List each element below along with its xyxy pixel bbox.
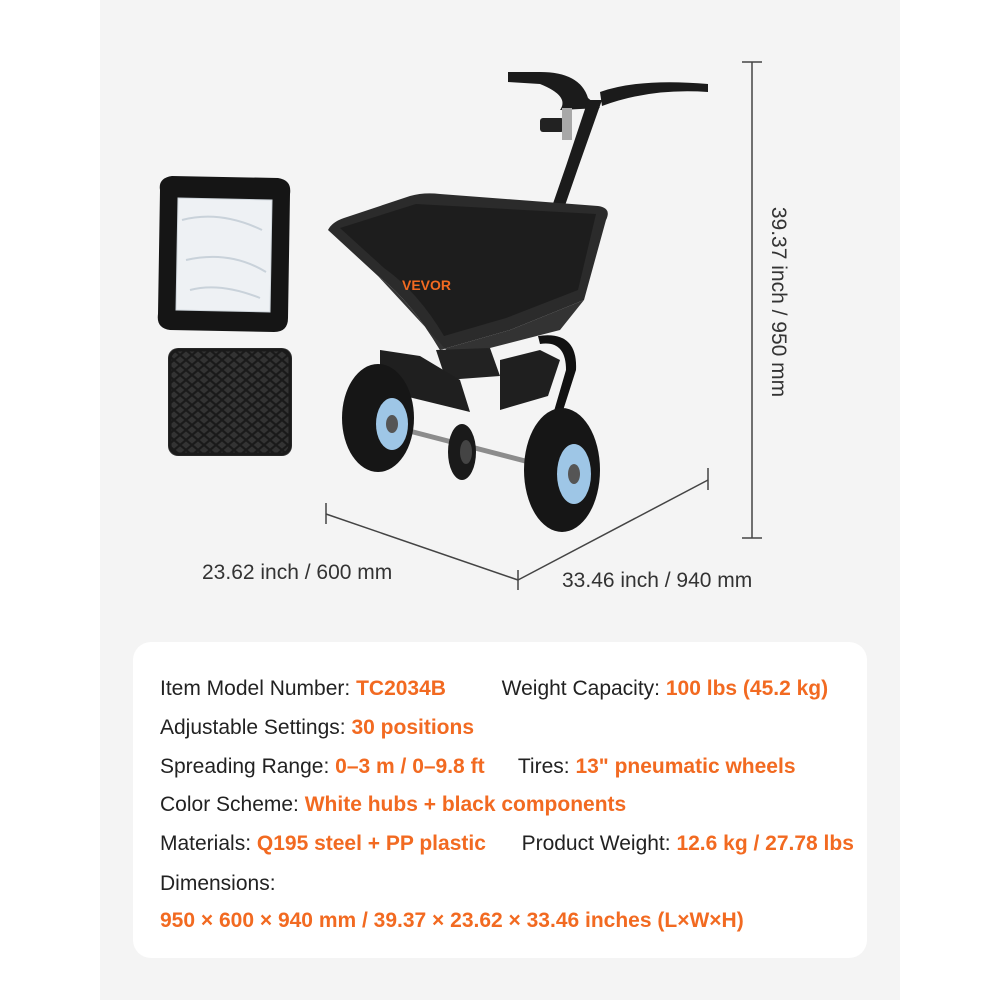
rain-cover-image [158, 176, 291, 332]
spec-row-dimensions-value [160, 908, 744, 934]
capacity-value: 100 lbs (45.2 kg) [665, 677, 829, 700]
weight-label: Product Weight: [521, 832, 671, 855]
spec-row-settings [160, 715, 474, 741]
materials-label: Materials: [160, 832, 252, 855]
model-value: TC2034B [356, 677, 446, 700]
dimensions-value: 950 × 600 × 940 mm / 39.37 × 23.62 × 33.46 inches (L×W×H) [160, 909, 744, 932]
capacity-label: Weight Capacity: [501, 677, 661, 700]
tires-label: Tires: [517, 755, 570, 778]
spec-card [133, 642, 867, 958]
spec-row-materials [160, 831, 854, 857]
materials-value: Q195 steel + PP plastic [256, 832, 486, 855]
brand-logo: VEVOR [402, 277, 452, 293]
spec-row-color [160, 792, 626, 818]
mesh-screen-image [168, 348, 292, 456]
spec-row-model [160, 676, 828, 702]
depth-dimension-label: 33.46 inch / 940 mm [562, 569, 753, 592]
spreader-image [328, 72, 708, 532]
height-dimension-label: 39.37 inch / 950 mm [767, 206, 790, 398]
settings-value: 30 positions [351, 716, 474, 739]
width-dimension-label: 23.62 inch / 600 mm [202, 561, 393, 584]
range-label: Spreading Range: [160, 755, 330, 778]
spec-row-dimensions [160, 871, 276, 897]
settings-label: Adjustable Settings: [160, 716, 346, 739]
tires-value: 13" pneumatic wheels [575, 755, 796, 778]
dimensions-label: Dimensions: [160, 872, 276, 895]
range-value: 0–3 m / 0–9.8 ft [335, 755, 485, 778]
spec-row-range [160, 754, 796, 780]
color-value: White hubs + black components [304, 793, 627, 816]
color-label: Color Scheme: [160, 793, 299, 816]
model-label: Item Model Number: [160, 677, 351, 700]
weight-value: 12.6 kg / 27.78 lbs [676, 832, 854, 855]
